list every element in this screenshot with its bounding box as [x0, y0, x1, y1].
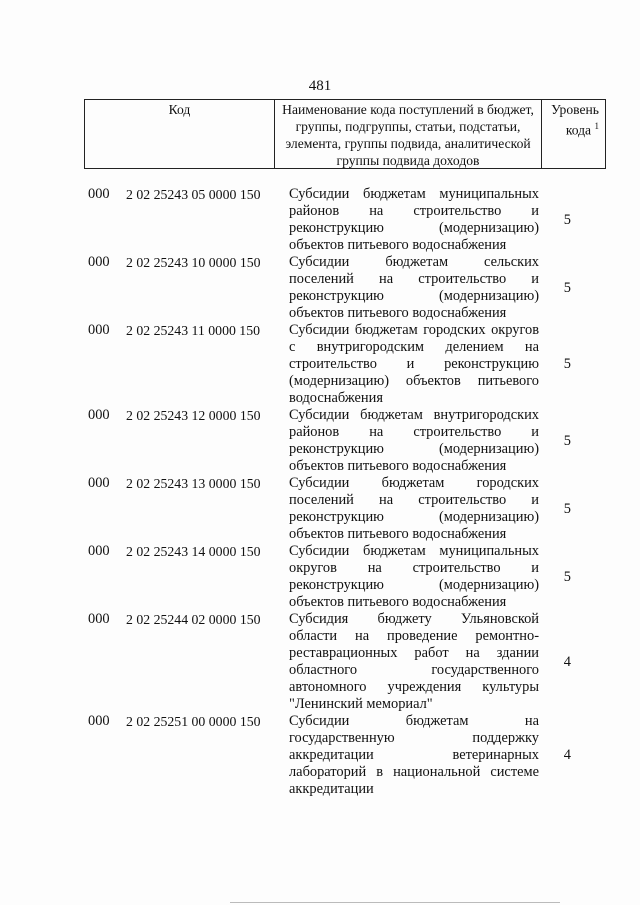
header-level: [542, 100, 605, 168]
code-level: 5: [563, 500, 571, 517]
admin-code: 000: [88, 322, 110, 338]
revenue-code: 2 02 25244 02 0000 150: [126, 612, 261, 627]
revenue-code: 2 02 25243 12 0000 150: [126, 408, 261, 423]
admin-code: 000: [88, 186, 110, 202]
table-row: [84, 543, 604, 611]
table-row: [84, 475, 604, 543]
revenue-code: 2 02 25243 05 0000 150: [126, 187, 261, 202]
revenue-name: Субсидии бюджетам муниципальных округов на строительство и реконструкцию (модернизацию) объектов питьевого водоснабжения: [289, 543, 539, 610]
page-edge-line: [230, 902, 560, 903]
admin-code: 000: [88, 475, 110, 491]
revenue-name: Субсидии бюджетам на государственную поддержку аккредитации ветеринарных лабораторий в национальной системе аккредитации: [289, 713, 539, 797]
revenue-code: 2 02 25243 14 0000 150: [126, 544, 261, 559]
revenue-name: Субсидии бюджетам городских округов с внутригородским делением на строительство и реконструкцию (модернизацию) объектов питьевого водоснабжения: [289, 322, 539, 406]
revenue-code: 2 02 25251 00 0000 150: [126, 714, 261, 729]
header-level-label: Уровень кода: [551, 102, 599, 138]
code-level: 5: [563, 356, 571, 372]
code-level: 5: [563, 279, 571, 296]
revenue-name: Субсидии бюджетам сельских поселений на строительство и реконструкцию (модернизацию) объектов питьевого водоснабжения: [289, 254, 539, 321]
header-code: Код: [85, 100, 275, 168]
revenue-code: 2 02 25243 10 0000 150: [126, 255, 261, 270]
table-row: [84, 254, 604, 322]
table-row: [84, 186, 604, 254]
revenue-name: Субсидии бюджетам внутригородских районов на строительство и реконструкцию (модернизацию) объектов питьевого водоснабжения: [289, 407, 539, 474]
revenue-name: Субсидии бюджетам городских поселений на строительство и реконструкцию (модернизацию) объектов питьевого водоснабжения: [289, 475, 539, 542]
header-level-footnote: 1: [594, 121, 599, 131]
table-header: [84, 99, 606, 169]
revenue-code: 2 02 25243 11 0000 150: [126, 323, 261, 338]
revenue-name: Субсидия бюджету Ульяновской области на проведение ремонтно-реставрационных работ на здании областного государственного автономного учреждения культуры "Ленинский мемориал": [289, 611, 539, 712]
code-level: 5: [563, 211, 571, 228]
admin-code: 000: [88, 254, 110, 270]
code-level: 5: [563, 432, 571, 449]
table-row: [84, 407, 604, 475]
admin-code: 000: [88, 611, 110, 627]
page-number: 481: [308, 78, 332, 94]
code-level: 5: [563, 568, 571, 585]
table-row: [84, 713, 604, 798]
admin-code: 000: [88, 713, 110, 729]
revenue-code: 2 02 25243 13 0000 150: [126, 476, 261, 491]
revenue-name: Субсидии бюджетам муниципальных районов на строительство и реконструкцию (модернизацию) объектов питьевого водоснабжения: [289, 186, 539, 253]
code-level: 4: [563, 653, 571, 670]
code-level: 4: [563, 747, 571, 763]
header-name: Наименование кода поступлений в бюджет, группы, подгруппы, статьи, подстатьи, элемента, группы подвида, аналитической группы подвида доходов: [275, 100, 542, 168]
table-body: [84, 186, 604, 798]
table-row: [84, 611, 604, 713]
admin-code: 000: [88, 543, 110, 559]
table-row: [84, 322, 604, 407]
admin-code: 000: [88, 407, 110, 423]
